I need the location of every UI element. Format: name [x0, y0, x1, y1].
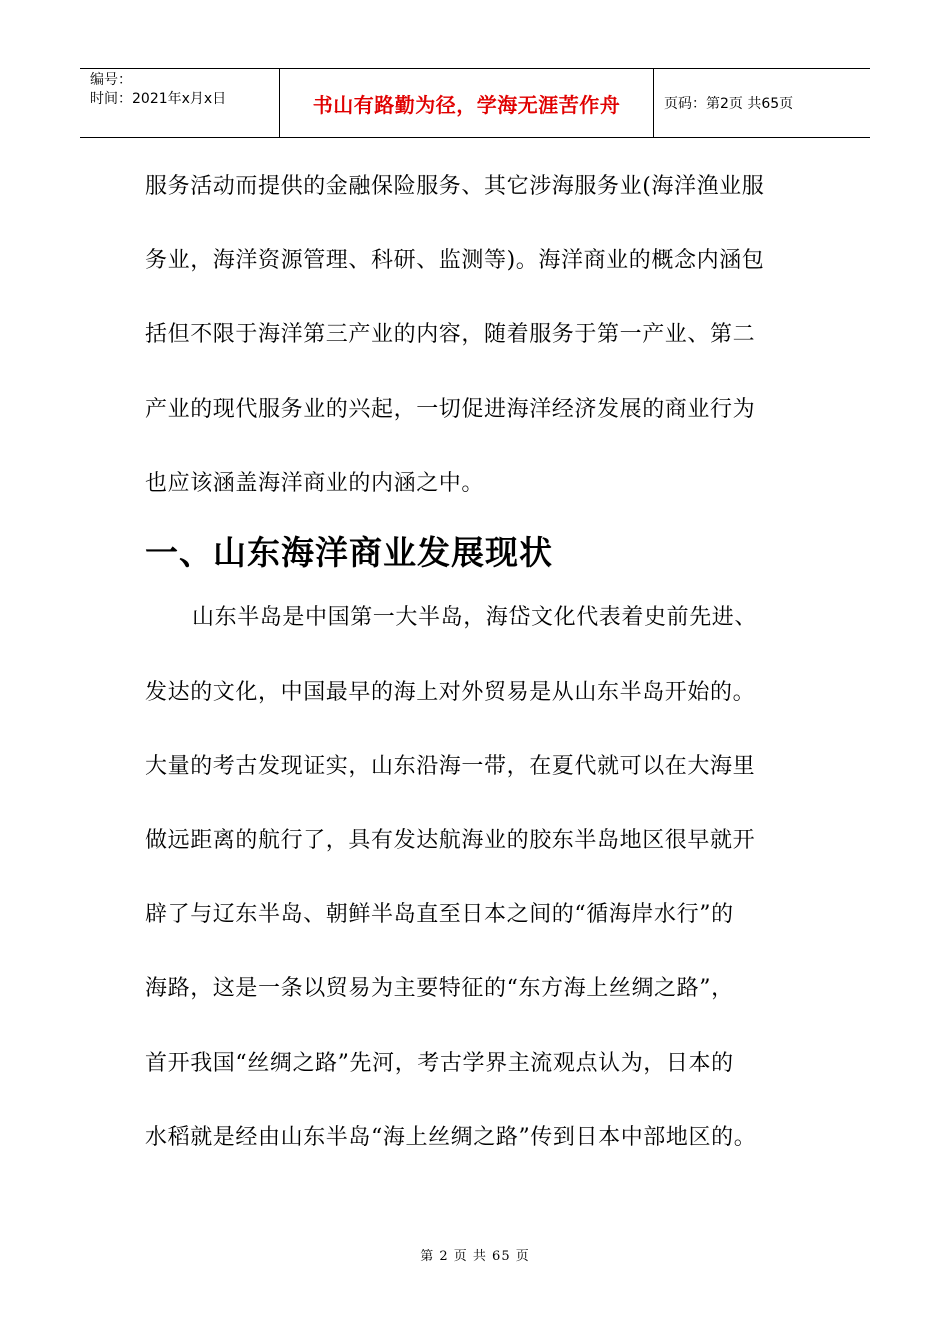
text-line: 产业的现代服务业的兴起，一切促进海洋经济发展的商业行为 [145, 397, 756, 422]
document-number-label: 编号： [90, 72, 132, 88]
text-line: 大量的考古发现证实，山东沿海一带，在夏代就可以在大海里 [145, 754, 756, 779]
text-line: 发达的文化，中国最早的海上对外贸易是从山东半岛开始的。 [145, 680, 756, 705]
text-line: 做远距离的航行了，具有发达航海业的胶东半岛地区很早就开 [145, 828, 756, 853]
motto-text: 书山有路勤为径，学海无涯苦作舟 [312, 92, 621, 117]
page-footer: 第 2 页 共 65 页 [420, 1249, 530, 1264]
header-page-info: 页码：第2页 共65页 [664, 96, 794, 112]
document-date-label: 时间：2021年x月x日 [90, 91, 227, 107]
text-line: 首开我国“丝绸之路”先河，考古学界主流观点认为，日本的 [145, 1051, 734, 1076]
page-header [80, 68, 870, 138]
text-line: 辟了与辽东半岛、朝鲜半岛直至日本之间的“循海岸水行”的 [145, 902, 734, 927]
header-meta [80, 69, 280, 137]
text-line: 服务活动而提供的金融保险服务、其它涉海服务业(海洋渔业服 [145, 174, 765, 199]
text-line: 括但不限于海洋第三产业的内容，随着服务于第一产业、第二 [145, 322, 756, 347]
text-line: 务业，海洋资源管理、科研、监测等)。海洋商业的概念内涵包 [145, 248, 765, 273]
text-line: 水稻就是经由山东半岛“海上丝绸之路”传到日本中部地区的。 [145, 1125, 757, 1150]
text-line: 也应该涵盖海洋商业的内涵之中。 [145, 471, 485, 496]
text-line: 山东半岛是中国第一大半岛，海岱文化代表着史前先进、 [192, 605, 758, 630]
text-line: 海路，这是一条以贸易为主要特征的“东方海上丝绸之路”， [145, 976, 734, 1001]
section-heading: 一、山东海洋商业发展现状 [145, 533, 553, 572]
header-motto [280, 69, 654, 137]
